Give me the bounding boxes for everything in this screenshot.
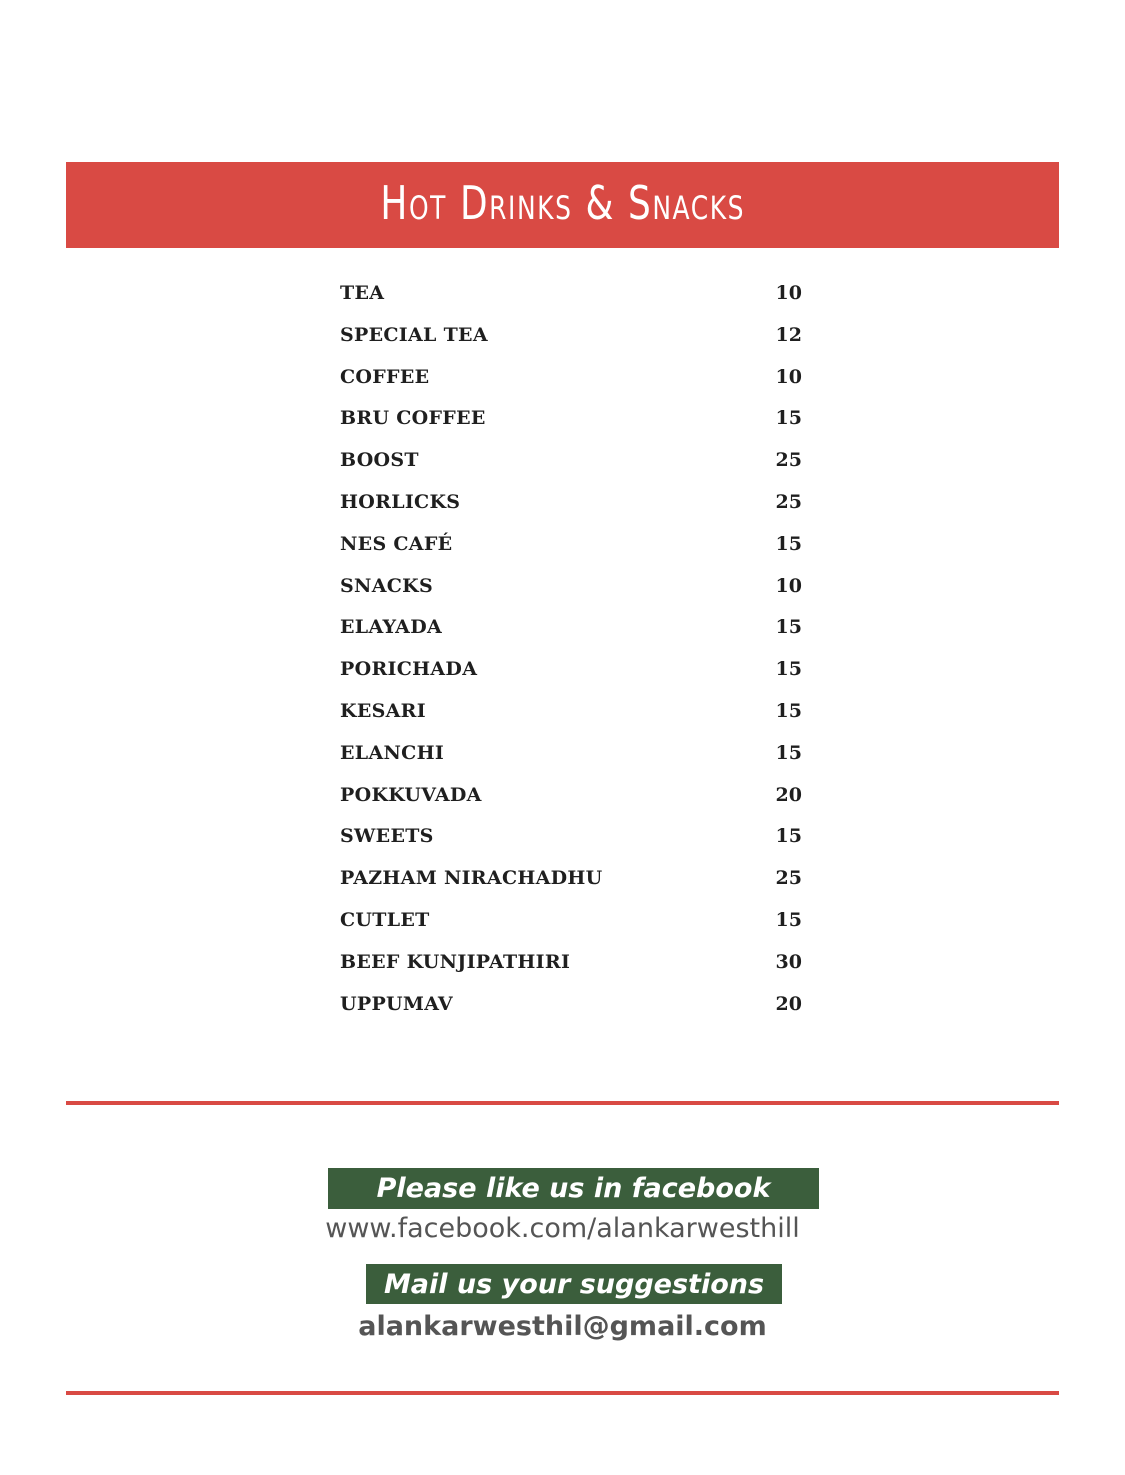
menu-item-name: HORLICKS [340,490,461,513]
menu-item-price: 15 [775,658,802,681]
menu-item-price: 15 [775,532,802,555]
header-band [66,162,1059,248]
menu-item-name: PAZHAM NIRACHADHU [340,867,603,890]
menu-item-price: 30 [775,950,802,973]
menu-item-price: 15 [775,699,802,722]
menu-item-name: SNACKS [340,574,433,597]
menu-item-name: UPPUMAV [340,992,453,1015]
email-link[interactable]: alankarwesthil@gmail.com [358,1311,767,1342]
menu-item [340,320,810,362]
menu-item [340,780,810,822]
menu-item-name: COFFEE [340,365,430,388]
menu-item [340,738,810,780]
mail-badge: Mail us your suggestions [366,1264,782,1304]
divider-bottom [66,1391,1059,1395]
menu-item-name: BOOST [340,449,419,472]
menu-item-price: 10 [775,574,802,597]
menu-item-name: SPECIAL TEA [340,323,488,346]
menu-item-name: BRU COFFEE [340,407,486,430]
menu-item [340,947,810,989]
menu-item-name: ELAYADA [340,616,443,639]
menu-list [340,278,810,1030]
menu-item-price: 15 [775,741,802,764]
menu-item-price: 15 [775,616,802,639]
menu-item [340,612,810,654]
page-title: Hot Drinks & Snacks [380,176,745,230]
menu-item [340,863,810,905]
menu-item-name: BEEF KUNJIPATHIRI [340,950,571,973]
menu-item-price: 20 [775,992,802,1015]
menu-item-price: 10 [775,282,802,304]
divider-top [66,1101,1059,1105]
menu-item-name: KESARI [340,699,426,722]
menu-item [340,696,810,738]
menu-item-price: 15 [775,825,802,848]
menu-item [340,403,810,445]
menu-item [340,487,810,529]
menu-item-price: 10 [775,365,802,388]
menu-item-name: POKKUVADA [340,783,482,806]
facebook-link[interactable]: www.facebook.com/alankarwesthill [325,1213,800,1244]
menu-item-price: 15 [775,407,802,430]
menu-item-name: PORICHADA [340,658,478,681]
menu-item [340,989,810,1031]
menu-item-price: 25 [775,449,802,472]
menu-item [340,278,810,320]
menu-item-price: 20 [775,783,802,806]
menu-item [340,905,810,947]
menu-item [340,445,810,487]
menu-item-price: 12 [775,323,802,346]
menu-item-name: NES CAFÉ [340,532,453,555]
menu-item-price: 15 [775,908,802,931]
menu-item [340,362,810,404]
menu-item-name: ELANCHI [340,741,445,764]
menu-item [340,571,810,613]
menu-item [340,654,810,696]
menu-item-price: 25 [775,490,802,513]
menu-item-name: CUTLET [340,908,430,931]
menu-item [340,529,810,571]
menu-item-name: SWEETS [340,825,434,848]
facebook-badge: Please like us in facebook [328,1168,819,1209]
menu-item-name: TEA [340,282,385,304]
menu-item [340,821,810,863]
menu-item-price: 25 [775,867,802,890]
